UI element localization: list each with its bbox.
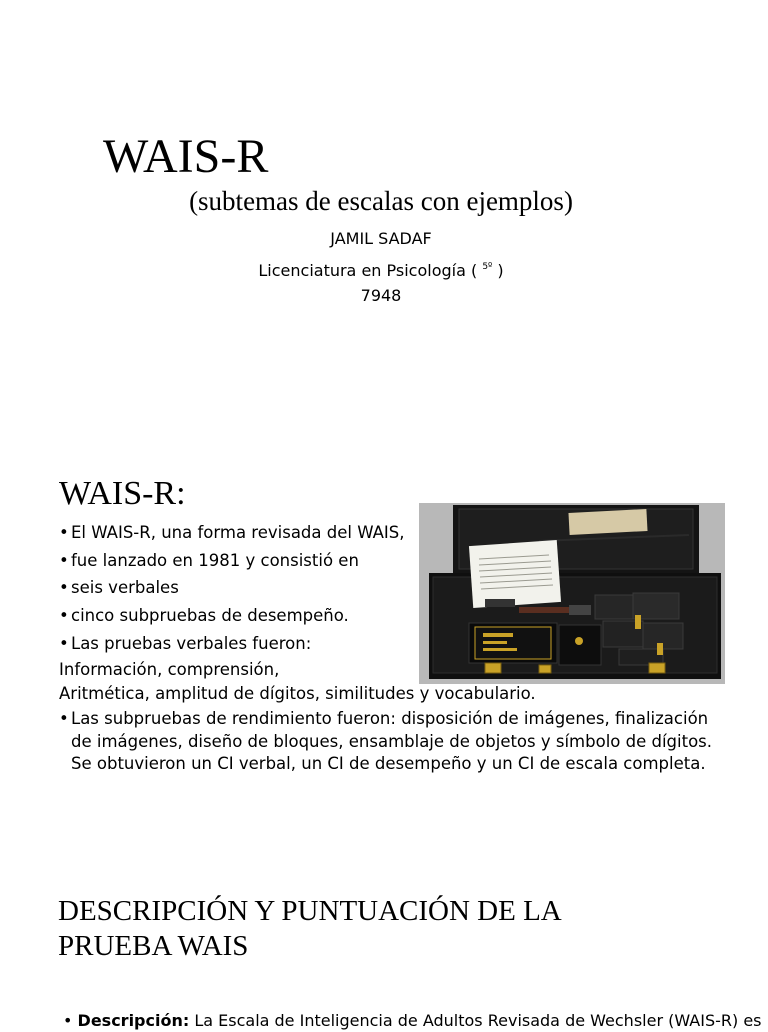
slide-subtitle: (subtemas de escalas con ejemplos) xyxy=(189,186,573,216)
bullet-item xyxy=(59,605,349,627)
bullet-marker: • xyxy=(63,1011,73,1030)
bullet-item xyxy=(59,522,405,544)
description-paragraph xyxy=(63,1010,762,1032)
degree-line xyxy=(0,256,762,282)
bullet-text: Las pruebas verbales fueron: xyxy=(71,634,312,653)
bullet-marker: • xyxy=(59,606,69,625)
slide-title: WAIS-R xyxy=(103,130,269,183)
verbal-tests-line: Información, comprensión, xyxy=(59,660,280,679)
author-name: JAMIL SADAF xyxy=(330,229,432,248)
bullet-marker: • xyxy=(59,709,69,728)
bullet-marker: • xyxy=(59,634,69,653)
bullet-text: El WAIS-R, una forma revisada del WAIS, xyxy=(71,523,405,542)
bullet-text: Las subpruebas de rendimiento fueron: disposición de imágenes, finalización de imágenes, diseño de bloques, ensamblaje de objetos y símbolo de dígitos. Se obtuvieron un CI verbal, un CI de desempeño y un CI de escala completa. xyxy=(71,709,713,773)
bullet-text: cinco subpruebas de desempeño. xyxy=(71,606,349,625)
bullet-item xyxy=(59,577,179,599)
degree-close: ) xyxy=(492,261,504,280)
performance-subtests-bullet xyxy=(59,708,721,776)
description-text: La Escala de Inteligencia de Adultos Revisada de Wechsler (WAIS-R) es xyxy=(189,1011,762,1030)
briefcase-illustration xyxy=(419,503,725,684)
description-label: Descripción: xyxy=(77,1011,190,1030)
section-heading-wais-r: WAIS-R: xyxy=(59,475,186,512)
bullet-item xyxy=(59,633,311,655)
degree-superscript: 5º xyxy=(482,262,493,272)
bullet-text: seis verbales xyxy=(71,578,179,597)
bullet-text: fue lanzado en 1981 y consistió en xyxy=(71,551,359,570)
verbal-tests-line: Aritmética, amplitud de dígitos, similitudes y vocabulario. xyxy=(59,684,536,703)
bullet-marker: • xyxy=(59,578,69,597)
degree-text: Licenciatura en Psicología ( xyxy=(258,261,478,280)
student-id: 7948 xyxy=(360,286,402,305)
bullet-item xyxy=(59,550,359,572)
section-heading-description: DESCRIPCIÓN Y PUNTUACIÓN DE LA PRUEBA WAIS xyxy=(58,895,561,962)
bullet-marker: • xyxy=(59,551,69,570)
wais-kit-photo xyxy=(419,503,725,684)
bullet-marker: • xyxy=(59,523,69,542)
